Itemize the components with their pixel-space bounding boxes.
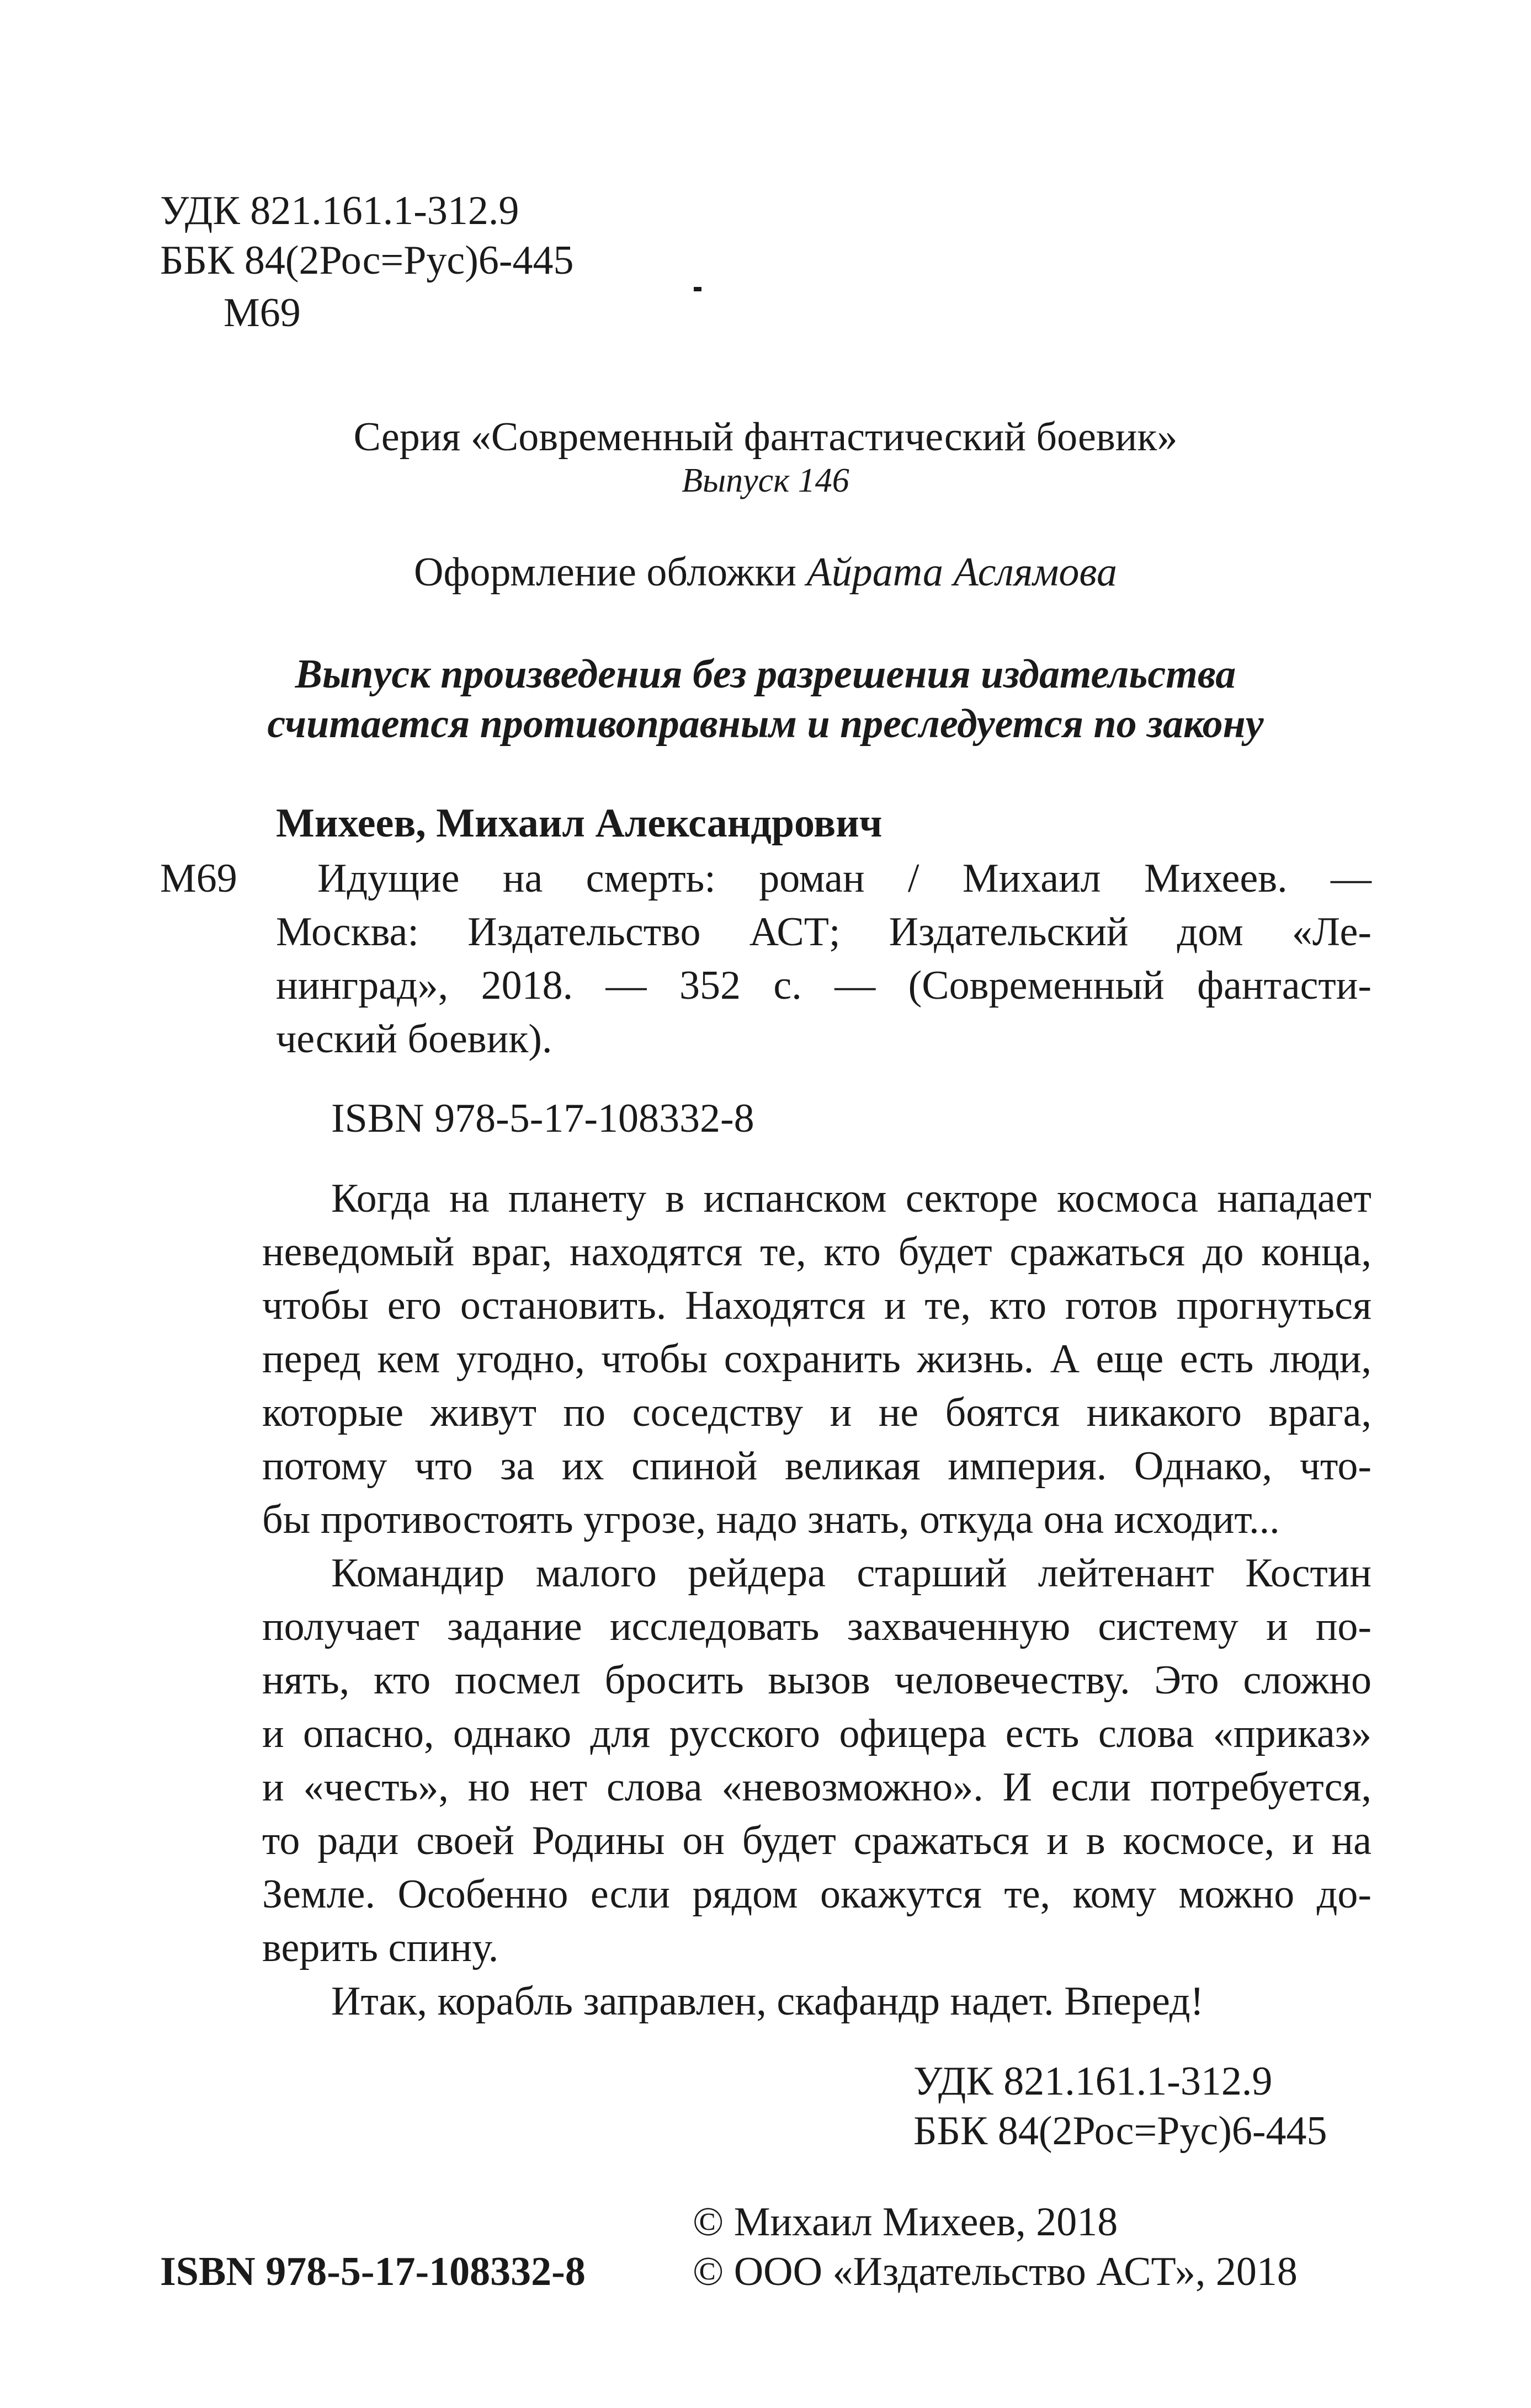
annotation-line: верить спину. (262, 1925, 499, 1970)
annotation-line: получает задание исследовать захваченную систему и по- (262, 1604, 1371, 1649)
annotation-line: и «честь», но нет слова «невозможно». И если потребуется, (262, 1765, 1371, 1810)
annotation-line: Когда на планету в испанском секторе космоса нападает (331, 1176, 1371, 1221)
print-mark (694, 287, 701, 291)
annotation-line: потому что за их спиной великая империя. Однако, что- (262, 1443, 1371, 1489)
annotation-line: бы противостоять угрозе, надо знать, откуда она исходит... (262, 1497, 1280, 1542)
annotation-line: перед кем угодно, чтобы сохранить жизнь. А еще есть люди, (262, 1336, 1371, 1382)
cover-designer-name: Айрата Аслямова (806, 550, 1117, 595)
footer-udk-code: УДК 821.161.1-312.9 (913, 2059, 1273, 2104)
copyright-author: © Михаил Михеев, 2018 (693, 2199, 1118, 2245)
bibliography-mark: М69 (160, 856, 237, 901)
bibliography-line: Идущие на смерть: роман / Михаил Михеев. — (317, 856, 1371, 901)
series-line: Серия «Современный фантастический боевик» (353, 414, 1178, 460)
bbk-code: ББК 84(2Рос=Рус)6-445 (160, 238, 574, 283)
annotation-line: Земле. Особенно если рядом окажутся те, кому можно до- (262, 1872, 1371, 1917)
bibliography-line: нинград», 2018. — 352 с. — (Современный фантасти- (276, 963, 1371, 1008)
author-mark: М69 (224, 290, 301, 335)
cover-design-prefix: Оформление обложки (414, 550, 807, 595)
author-heading: Михеев, Михаил Александрович (276, 801, 883, 846)
footer-bbk-code: ББК 84(2Рос=Рус)6-445 (913, 2108, 1327, 2154)
annotation-line: Командир малого рейдера старший лейтенант Костин (331, 1551, 1371, 1596)
annotation-line: чтобы его остановить. Находятся и те, кто готов прогнуться (262, 1283, 1371, 1328)
copyright-publisher: © ООО «Издательство АСТ», 2018 (693, 2249, 1298, 2294)
bibliography-line: ческий боевик). (276, 1016, 552, 1062)
annotation-line: которые живут по соседству и не боятся никакого врага, (262, 1390, 1371, 1435)
series-issue: Выпуск 146 (682, 462, 849, 499)
annotation-line: то ради своей Родины он будет сражаться и в космосе, и на (262, 1818, 1371, 1863)
annotation-closing-line: Итак, корабль заправлен, скафандр надет. Вперед! (331, 1979, 1204, 2024)
copyright-notice-line-2: считается противоправным и преследуется по закону (267, 701, 1264, 747)
bibliography-line: Москва: Издательство АСТ; Издательский дом «Ле- (276, 909, 1371, 955)
footer-isbn: ISBN 978-5-17-108332-8 (160, 2249, 586, 2294)
annotation-line: неведомый враг, находятся те, кто будет сражаться до конца, (262, 1229, 1371, 1275)
annotation-line: и опасно, однако для русского офицера есть слова «приказ» (262, 1711, 1371, 1756)
cover-design-credit (0, 552, 1531, 593)
annotation-line: нять, кто посмел бросить вызов человечеству. Это сложно (262, 1658, 1371, 1703)
udk-code: УДК 821.161.1-312.9 (160, 188, 519, 233)
bibliography-isbn: ISBN 978-5-17-108332-8 (331, 1096, 754, 1141)
copyright-notice-line-1: Выпуск произведения без разрешения издательства (295, 652, 1236, 697)
